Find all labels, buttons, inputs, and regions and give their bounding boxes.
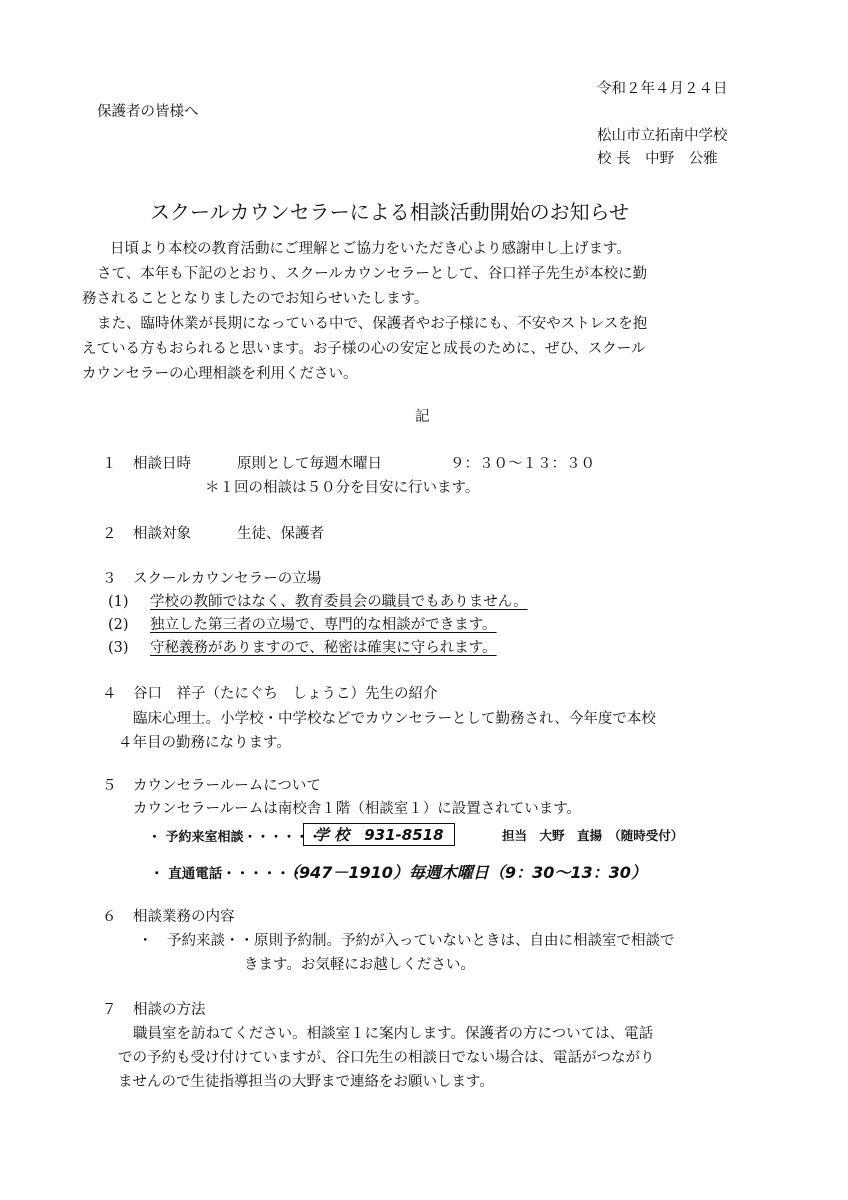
ki-marker: 記 <box>415 409 430 425</box>
reserve-label: ・ 予約来室相談・・・・・・ <box>148 830 322 845</box>
section-body: きます。お気軽にお越しください。 <box>244 957 475 973</box>
section-label: 谷口 祥子（たにぐち しょうこ）先生の紹介 <box>133 686 438 702</box>
document-title: スクールカウンセラーによる相談活動開始のお知らせ <box>150 200 629 224</box>
section-number: １ <box>102 456 117 472</box>
section-label: 相談の方法 <box>133 1002 206 1018</box>
section-number: ３ <box>102 571 117 587</box>
intro-line: カウンセラーの心理相談を利用ください。 <box>82 366 358 382</box>
consult-time: ９：３０～１３：３０ <box>450 456 595 472</box>
section-label: 相談業務の内容 <box>133 909 235 925</box>
section-body: ４年目の勤務になります。 <box>118 735 291 751</box>
section-number: ７ <box>102 1002 117 1018</box>
section-number: ２ <box>102 526 117 542</box>
reserve-contact: 担当 大野 直揚 （随時受付） <box>502 828 684 843</box>
direct-label: ・ 直通電話・・・・・・ <box>150 866 304 882</box>
section-body: ませんので生徒指導担当の大野まで連絡をお願いします。 <box>118 1074 494 1090</box>
list-mark: (3) <box>108 640 129 656</box>
list-item: 学校の教師ではなく、教育委員会の職員でもありません。 <box>150 594 528 610</box>
section-body: ・ 予約来談・・原則予約制。予約が入っていないときは、自由に相談室で相談で <box>138 933 675 949</box>
reserve-phone: 学 校 931-8518 <box>303 823 455 846</box>
list-item: 独立した第三者の立場で、専門的な相談ができます。 <box>150 617 497 633</box>
section-body: での予約も受け付けていますが、谷口先生の相談日でない場合は、電話がつながり <box>118 1050 655 1066</box>
intro-line: えている方もおられると思います。お子様の心の安定と成長のために、ぜひ、スクール <box>82 341 646 357</box>
section-label: スクールカウンセラーの立場 <box>133 571 322 587</box>
section-label: カウンセラールームについて <box>133 778 321 794</box>
section-number: ６ <box>102 909 117 925</box>
direct-phone-hours: （947－1910）毎週木曜日（9：30～13：30） <box>283 863 647 882</box>
section-body: 職員室を訪ねてください。相談室１に案内します。保護者の方については、電話 <box>133 1026 654 1042</box>
intro-line: また、臨時休業が長期になっている中で、保護者やお子様にも、不安やストレスを抱 <box>97 316 648 332</box>
section-label: 相談日時 <box>133 456 191 472</box>
section-note: ＊１回の相談は５０分を目安に行います。 <box>205 480 480 496</box>
list-item: 守秘義務がありますので、秘密は確実に守られます。 <box>150 640 497 656</box>
intro-line: 日頃より本校の教育活動にご理解とご協力をいただき心より感謝申し上げます。 <box>110 241 631 257</box>
section-number: ４ <box>102 686 117 702</box>
section-number: ５ <box>102 778 117 794</box>
intro-line: 務されることとなりましたのでお知らせいたします。 <box>82 291 429 307</box>
principal-name: 校 長 中野 公雅 <box>597 151 718 167</box>
section-label: 相談対象 <box>133 526 191 542</box>
school-name: 松山市立拓南中学校 <box>597 128 728 144</box>
list-mark: (2) <box>108 617 129 633</box>
list-mark: (1) <box>108 594 129 610</box>
section-body: カウンセラールームは南校舎１階（相談室１）に設置されています。 <box>133 801 582 817</box>
addressee: 保護者の皆様へ <box>97 104 199 120</box>
section-value: 原則として毎週木曜日 <box>237 456 382 472</box>
document-date: 令和２年４月２４日 <box>597 81 728 97</box>
section-value: 生徒、保護者 <box>237 526 324 542</box>
section-body: 臨床心理士。小学校・中学校などでカウンセラーとして勤務され、今年度で本校 <box>133 711 656 727</box>
intro-line: さて、本年も下記のとおり、スクールカウンセラーとして、谷口祥子先生が本校に勤 <box>97 266 648 282</box>
